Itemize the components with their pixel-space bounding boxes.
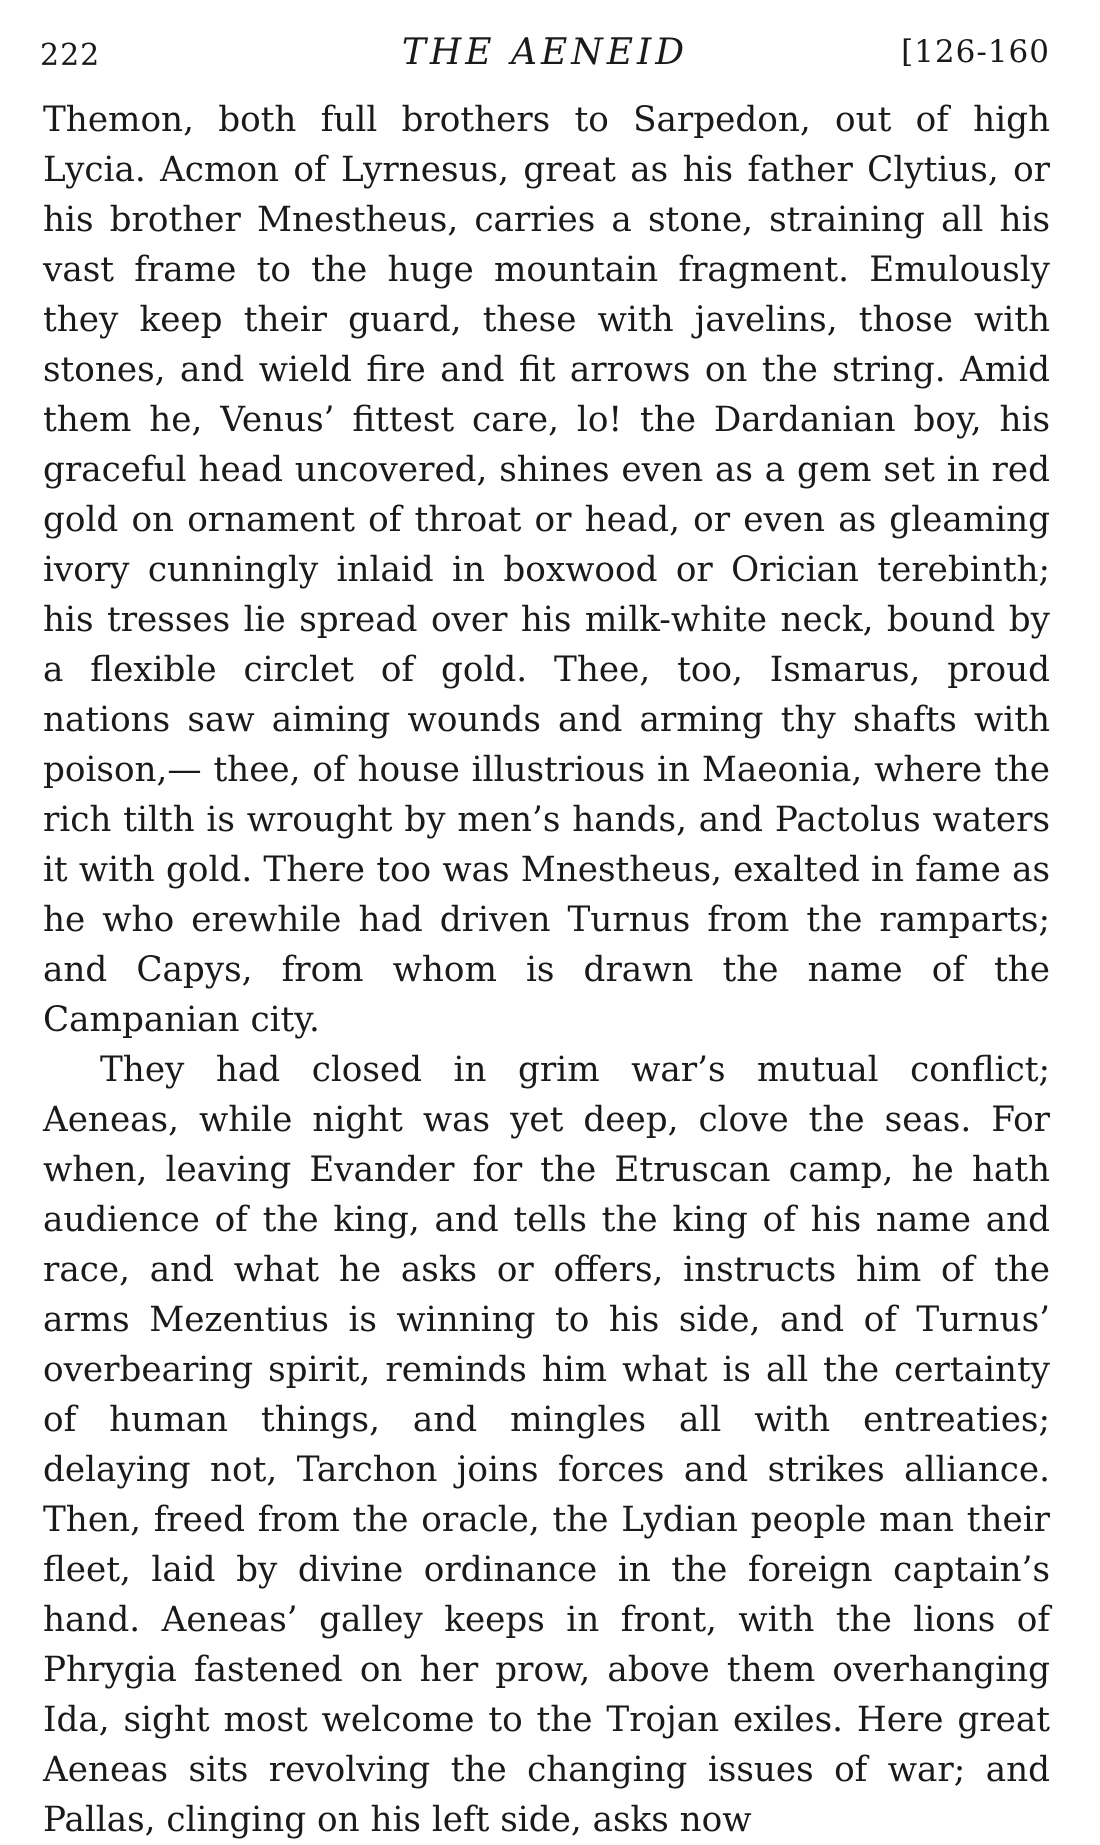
paragraph-continuation: Themon, both full brothers to Sarpedon, out of high Lycia. Acmon of Lyrnesus, great as his father Clytius, or his brother Mnestheus, carries a stone, straining all his vast frame to the huge mountain fragment. Emulously they keep their guard, these with javelins, those with stones, and wield fire and fit arrows on the string. Amid them he, Venus’ fittest care, lo! the Dardanian boy, his graceful head uncovered, shines even as a gem set in red gold on ornament of throat or head, or even as gleaming ivory cunningly inlaid in boxwood or Orician terebinth; his tresses lie spread over his milk-white neck, bound by a flexible circlet of gold. Thee, too, Ismarus, proud nations saw aiming wounds and arming thy shafts with poison,— thee, of house illustrious in Maeonia, where the rich tilth is wrought by men’s hands, and Pactolus waters it with gold. There too was Mnestheus, exalted in fame as he who erewhile had driven Turnus from the ramparts; and Capys, from whom is drawn the name of the Campanian city. xyxy=(43,100,1050,1040)
line-range: [126-160 xyxy=(901,34,1050,70)
book-title: THE AENEID xyxy=(401,32,689,73)
paragraph-aeneas-voyage: They had closed in grim war’s mutual conflict; Aeneas, while night was yet deep, clove the seas. For when, leaving Evander for the Etruscan camp, he hath audience of the king, and tells the king of his name and race, and what he asks or offers, instructs him of the arms Mezentius is winning to his side, and of Turnus’ overbearing spirit, reminds him what is all the certainty of human things, and mingles all with entreaties; delaying not, Tarchon joins forces and strikes alliance. Then, freed from the oracle, the Lydian people man their fleet, laid by divine ordinance in the foreign captain’s hand. Aeneas’ galley keeps in front, with the lions of Phrygia fastened on her prow, above them overhanging Ida, sight most welcome to the Trojan exiles. Here great Aeneas sits revolving the changing issues of war; and Pallas, clinging on his left side, asks now xyxy=(43,1050,1050,1840)
running-head xyxy=(40,30,1050,80)
page-number: 222 xyxy=(40,38,101,73)
body-text xyxy=(43,95,1050,1845)
